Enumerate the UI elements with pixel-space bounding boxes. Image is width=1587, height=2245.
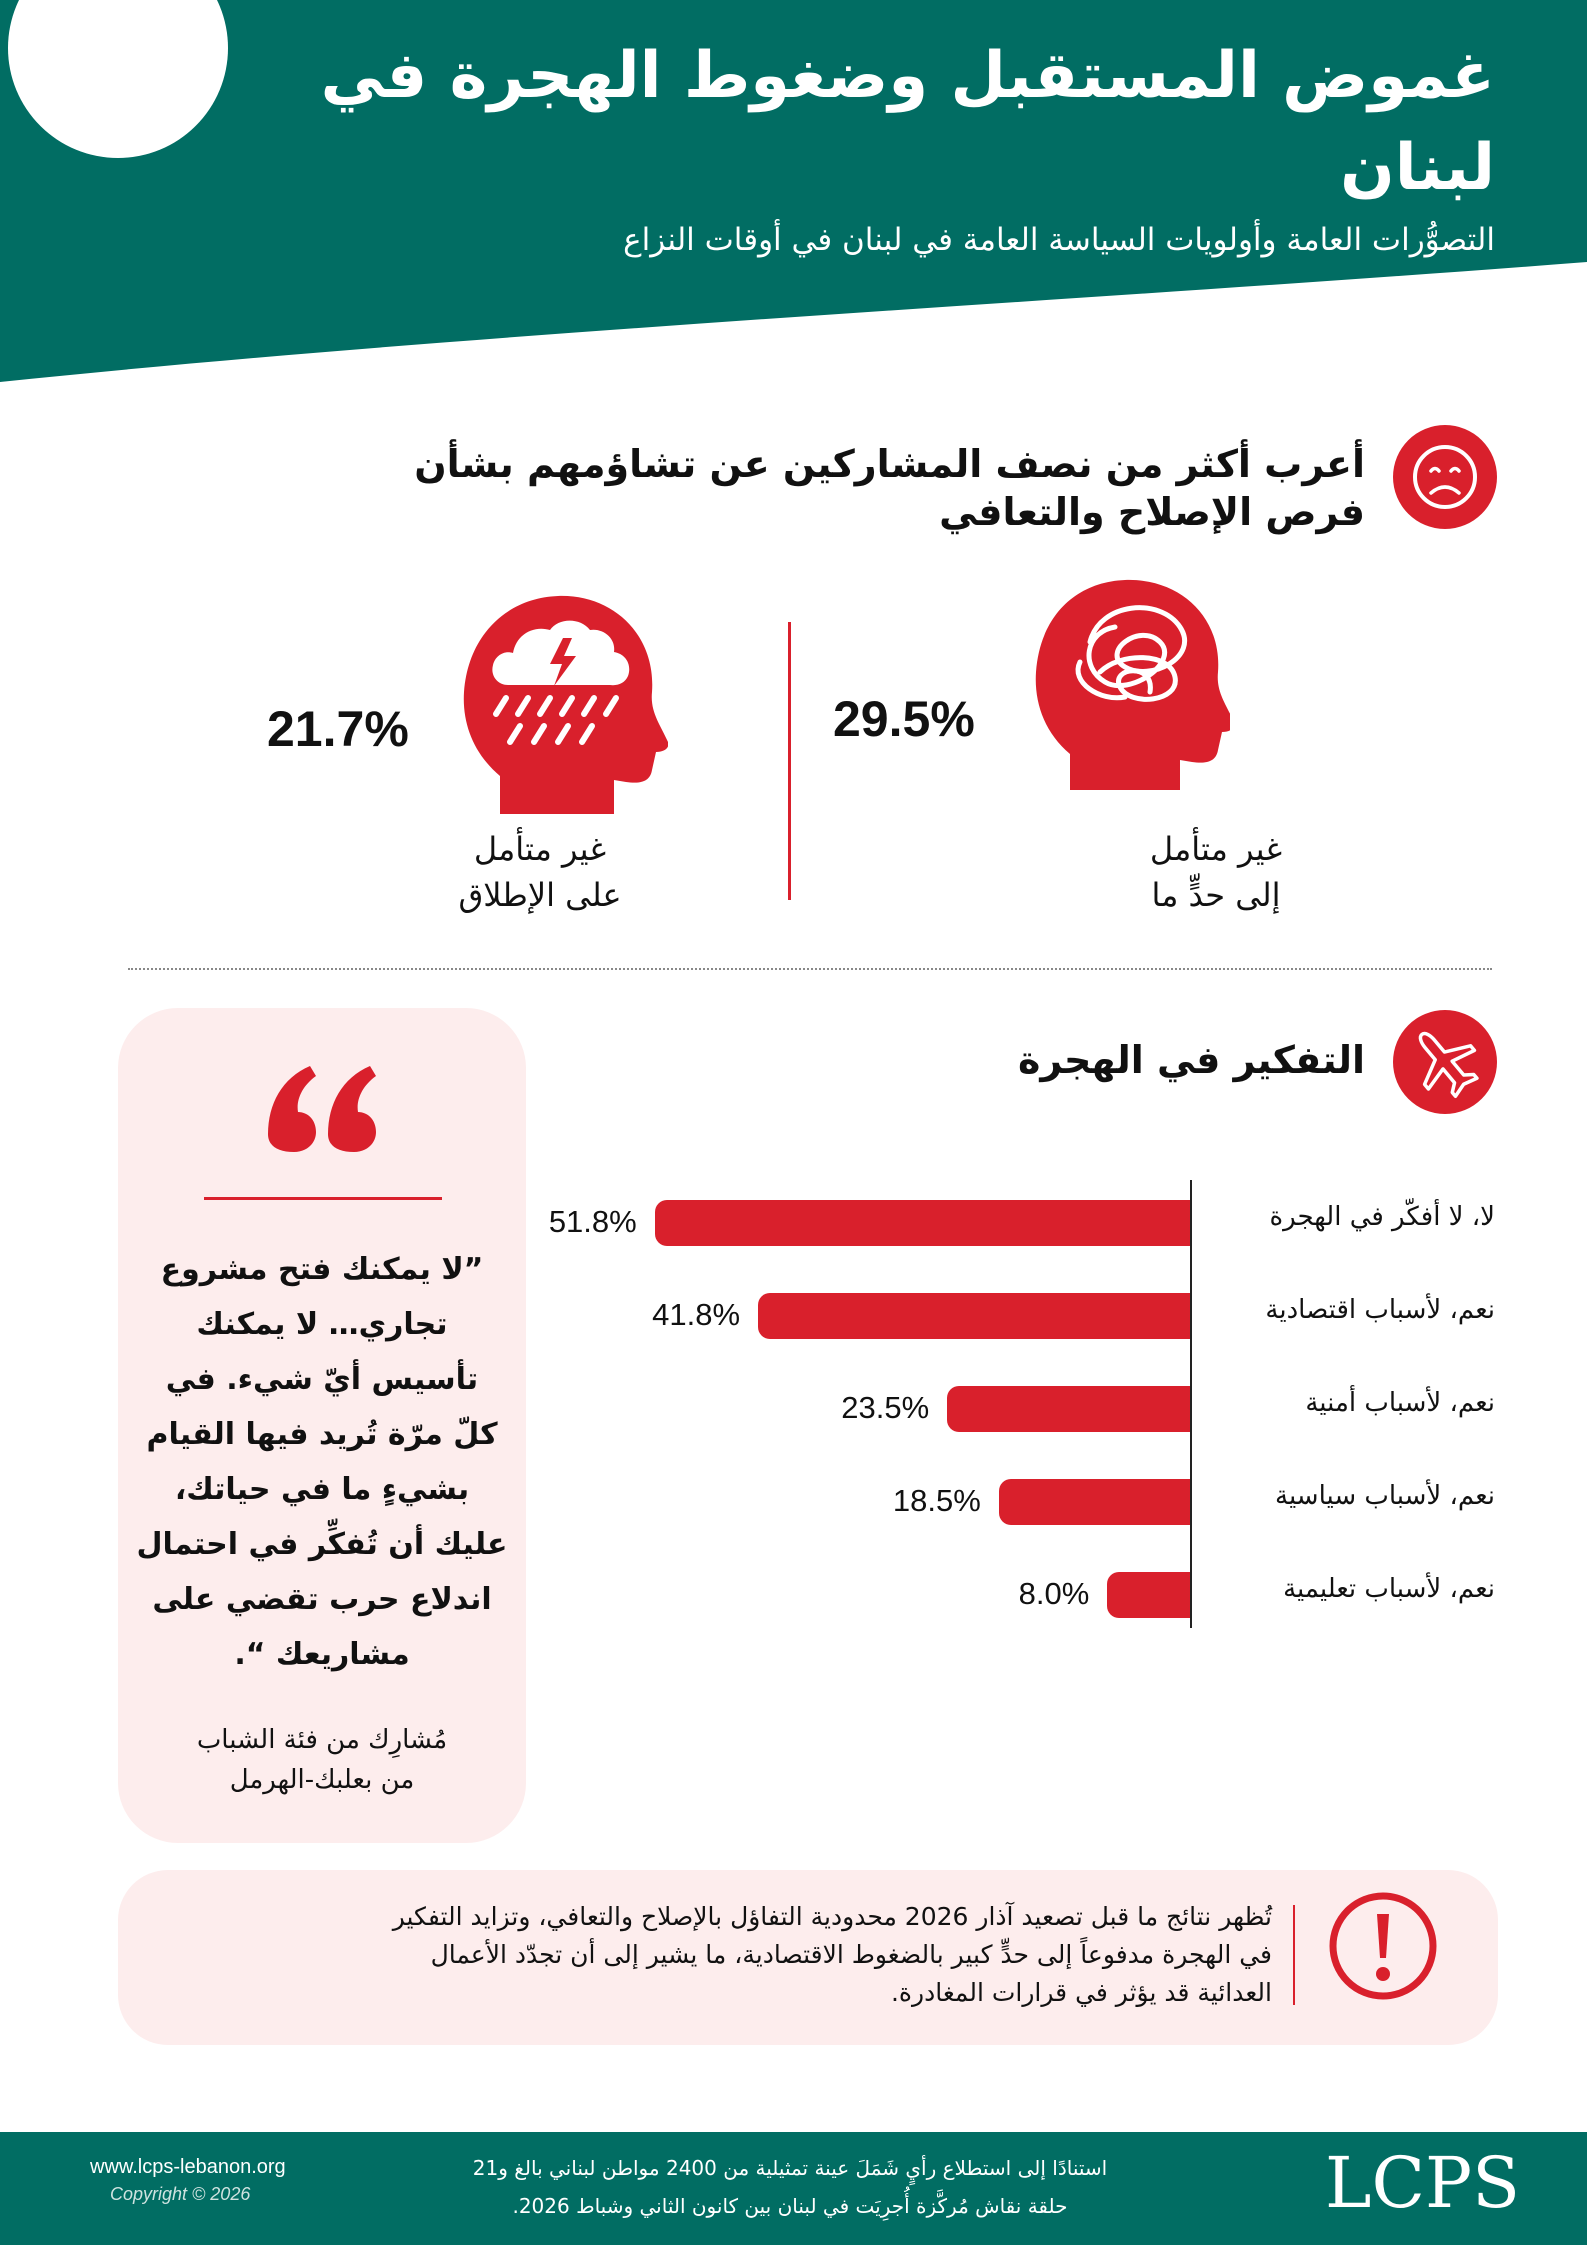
- quote-attribution: [128, 1720, 516, 1800]
- footer-website-link[interactable]: www.lcps-lebanon.org: [90, 2156, 286, 2178]
- lcps-logo: LCPS: [1325, 2142, 1521, 2224]
- quote-line-text: مشاريعك “.: [234, 1637, 410, 1672]
- stat-label-line: إلى حدٍّ ما: [1151, 876, 1281, 914]
- quote-separator: [204, 1197, 442, 1200]
- stat-label-line: على الإطلاق: [458, 876, 622, 914]
- page-title: غموض المستقبل وضغوط الهجرة في لبنان: [320, 39, 1495, 205]
- tangled-mind-head-icon: [1030, 572, 1230, 792]
- footer-methodology-note: استنادًا إلى استطلاع رأيٍ شَمَلَ عينة تمثيلية من 2400 مواطن لبناني بالغ و21: [472, 2156, 1108, 2180]
- pessimism-heading: أعرب أكثر من نصف المشاركين عن تشاؤمهم بشأن فرص الإصلاح والتعافي: [414, 442, 1365, 534]
- chart-bar: [999, 1479, 1190, 1525]
- quote-line-text: عليك أن تُفكِّر في احتمال: [136, 1527, 508, 1562]
- airplane-icon: [1393, 1010, 1497, 1114]
- stat-value-not-at-all: 21.7%: [267, 701, 409, 757]
- stat-label-not-at-all: [410, 826, 670, 918]
- chart-category-label: نعم، لأسباب أمنية: [1305, 1388, 1495, 1418]
- chart-bar: [947, 1386, 1190, 1432]
- quote-line-text: تجاري… لا يمكنك: [196, 1307, 448, 1342]
- chart-data-label: 18.5%: [892, 1483, 981, 1518]
- storm-cloud-head-icon: [458, 590, 668, 820]
- section-divider: [128, 968, 1492, 970]
- quote-attribution-line: من بعلبك-الهرمل: [229, 1765, 415, 1795]
- chart-category-label: لا، لا أفكّر في الهجرة: [1269, 1202, 1495, 1232]
- chart-category-label: نعم، لأسباب سياسية: [1275, 1481, 1495, 1511]
- quote-line-text: بشيءٍ ما في حياتك،: [174, 1472, 470, 1507]
- quotation-mark-icon: [262, 1060, 382, 1152]
- chart-data-label: 23.5%: [841, 1390, 930, 1425]
- footer-copyright: Copyright © 2026: [110, 2184, 251, 2204]
- summary-line: تُظهر نتائج ما قبل تصعيد آذار 2026 محدودية التفاؤل بالإصلاح والتعافي، وتزايد التفكير: [392, 1902, 1272, 1931]
- chart-bar: [655, 1200, 1190, 1246]
- sad-face-icon: [1393, 425, 1497, 529]
- quote-line-text: ”لا يمكنك فتح مشروع: [160, 1252, 484, 1287]
- chart-category-label: نعم، لأسباب اقتصادية: [1265, 1295, 1495, 1325]
- stat-divider: [788, 622, 791, 900]
- chart-category-label: نعم، لأسباب تعليمية: [1283, 1574, 1495, 1604]
- summary-line: العدائية قد يؤثر في قرارات المغادرة.: [890, 1978, 1272, 2007]
- quote-text: [128, 1242, 516, 1682]
- page-subtitle: التصوُّرات العامة وأولويات السياسة العامة في لبنان في أوقات النزاع: [623, 222, 1495, 258]
- stat-label-line: غير متأمل: [1149, 830, 1283, 868]
- chart-data-label: 8.0%: [1018, 1576, 1090, 1611]
- quote-line-text: كلّ مرّة تُريد فيها القيام: [146, 1417, 498, 1452]
- stat-label-line: غير متأمل: [473, 830, 607, 868]
- summary-text: [132, 1898, 1272, 2012]
- summary-line: في الهجرة مدفوعاً إلى حدٍّ كبير بالضغوط الاقتصادية، ما يشير إلى أن تجدّد الأعمال: [430, 1940, 1272, 1969]
- chart-bar: [758, 1293, 1190, 1339]
- quote-line-text: اندلاع حرب تقضي على: [152, 1582, 492, 1617]
- stat-label-somewhat: [1086, 826, 1346, 918]
- chart-data-label: 41.8%: [652, 1297, 741, 1332]
- stat-value-somewhat: 29.5%: [833, 691, 975, 747]
- migration-heading: التفكير في الهجرة: [1017, 1038, 1365, 1082]
- footer-methodology-note: حلقة نقاش مُركَّزة أُجرِيَت في لبنان بين كانون الثاني وشباط 2026.: [512, 2194, 1068, 2218]
- summary-divider: [1293, 1905, 1295, 2005]
- quote-line-text: تأسيس أيّ شيء. في: [165, 1362, 479, 1397]
- exclamation-icon: [1327, 1890, 1439, 2002]
- chart-data-label: 51.8%: [548, 1204, 637, 1239]
- quote-attribution-line: مُشارِك من فئة الشباب: [196, 1725, 448, 1755]
